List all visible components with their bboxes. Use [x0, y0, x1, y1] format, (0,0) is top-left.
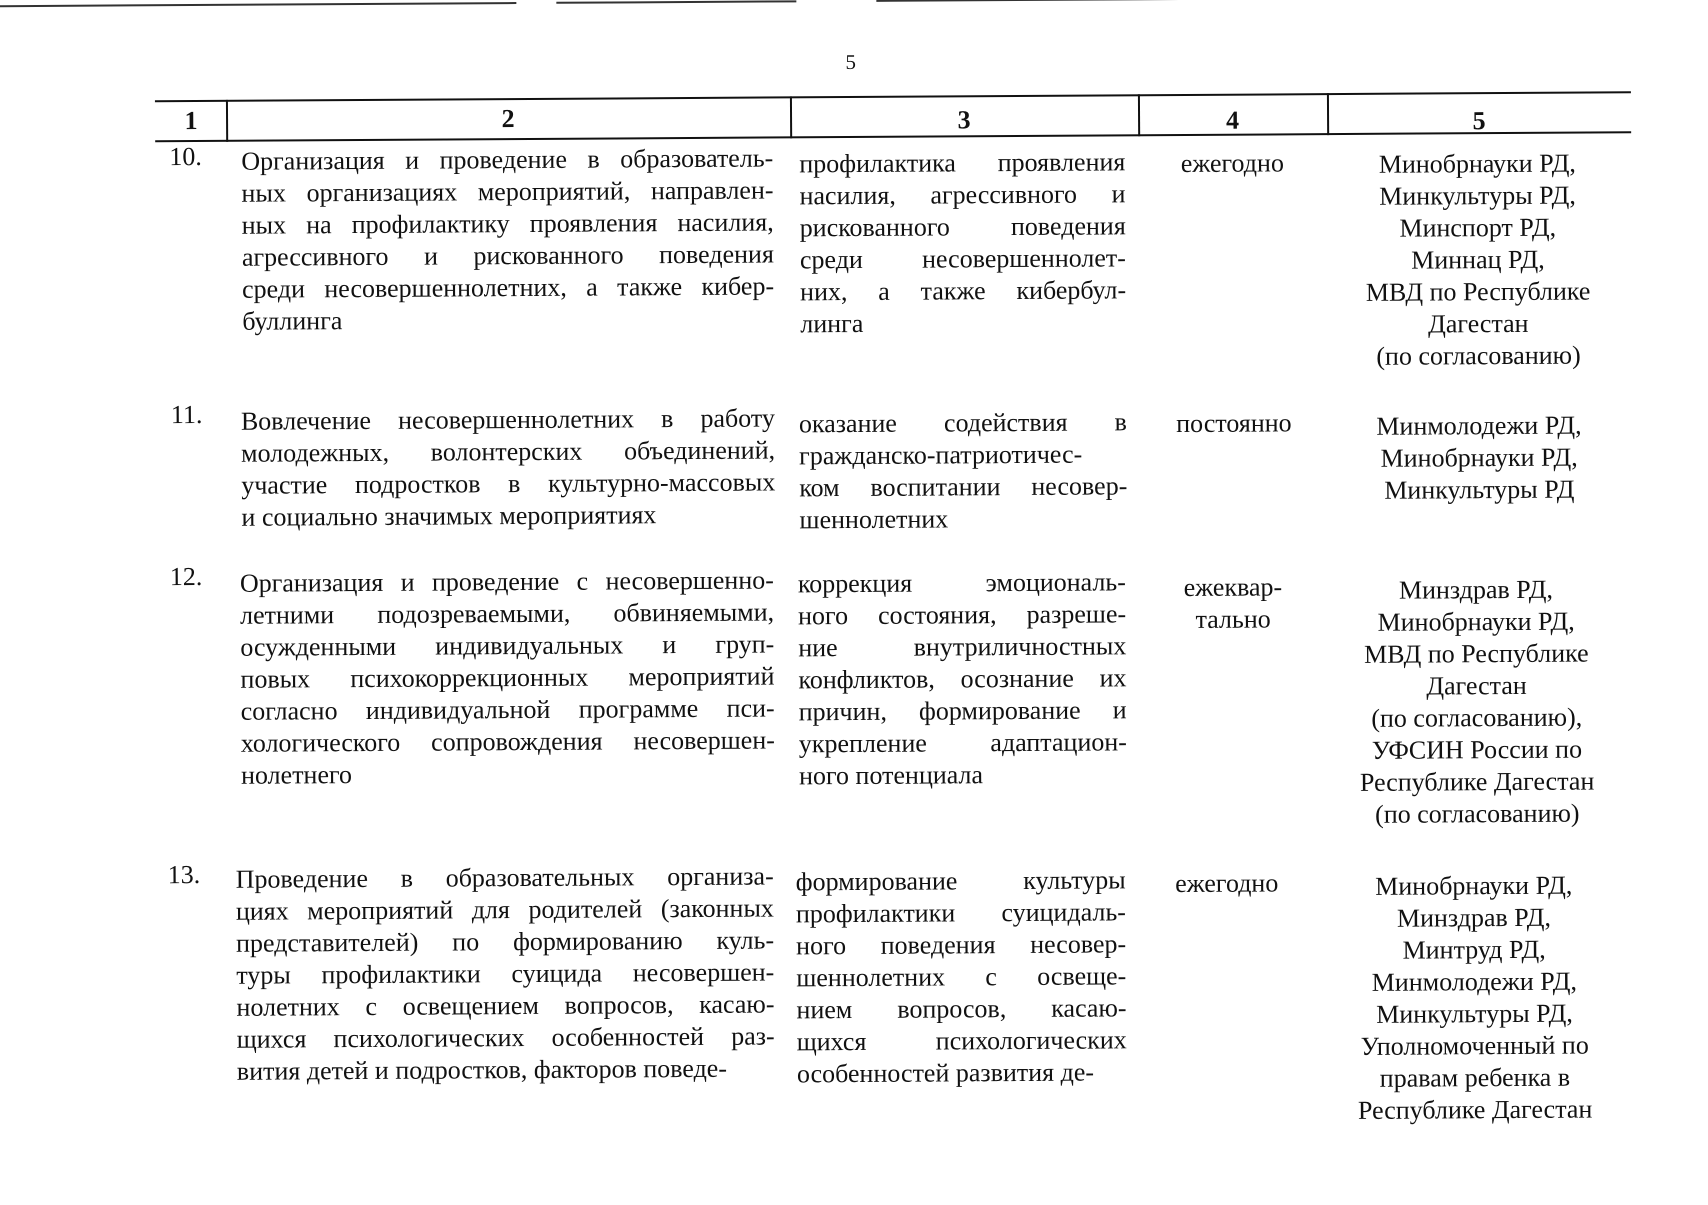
text-line: линга	[800, 308, 864, 339]
text-line: вития детей и подростков, факторов поведе-	[236, 1053, 728, 1086]
text-line: Дагестан	[1426, 670, 1527, 701]
text-line: МВД по Республике	[1363, 638, 1589, 669]
period-cell	[1142, 867, 1312, 900]
text-line: тально	[1195, 604, 1271, 634]
row-number: 12.	[169, 561, 203, 592]
text-line: циях мероприятий для родителей (законных	[235, 893, 774, 926]
column-header-4: 4	[1225, 105, 1240, 135]
text-line: ком воспитании несовер-	[799, 471, 1128, 503]
text-line: ных организациях мероприятий, направлен-	[241, 175, 774, 208]
row-number: 13.	[167, 859, 201, 890]
text-line: Минздрав РД,	[1398, 574, 1554, 605]
text-line: (по согласованию)	[1375, 798, 1580, 829]
scan-edge-mark	[0, 2, 516, 7]
text-line: рискованного поведения	[799, 211, 1126, 243]
text-line: профилактики суицидаль-	[795, 897, 1126, 929]
text-line: Минобрнауки РД,	[1377, 606, 1575, 637]
text-line: профилактика проявления	[799, 147, 1126, 179]
text-line: согласно индивидуальной программе пси-	[240, 693, 775, 726]
text-line: насилия, агрессивного и	[799, 179, 1126, 211]
text-line: (по согласованию),	[1371, 702, 1583, 733]
text-line: ного поведения несовер-	[796, 929, 1127, 961]
text-line: Минспорт РД,	[1399, 212, 1557, 243]
goal-cell	[799, 146, 1126, 340]
activity-cell	[241, 402, 776, 533]
responsible-cell	[1337, 147, 1618, 373]
text-line: ежегодно	[1180, 148, 1284, 178]
text-line: оказание содействия в	[798, 407, 1128, 439]
header-top-rule	[155, 91, 1631, 102]
text-line: шеннолетних с освеще-	[796, 961, 1127, 993]
activity-cell	[241, 142, 774, 337]
text-line: гражданско-патриотичес-	[799, 439, 1083, 471]
text-line: Минкультуры РД,	[1376, 998, 1573, 1029]
text-line: Проведение в образовательных организа-	[235, 861, 774, 894]
text-line: Миннац РД,	[1411, 244, 1545, 275]
period-cell	[1148, 571, 1318, 636]
text-line: Организация и проведение с несовершенно-	[239, 565, 774, 598]
text-line: УФСИН России по	[1371, 734, 1583, 765]
text-line: среди несовершеннолет-	[799, 243, 1127, 275]
text-line: ных на профилактику проявления насилия,	[241, 207, 774, 240]
goal-cell	[798, 566, 1127, 792]
text-line: Республике Дагестан	[1359, 766, 1595, 797]
text-line: молодежных, волонтерских объединений,	[241, 435, 776, 468]
text-line: осужденными индивидуальных и груп-	[240, 629, 775, 662]
text-line: Минобрнауки РД,	[1375, 870, 1573, 901]
activity-cell	[240, 564, 775, 791]
goal-cell	[796, 864, 1127, 1090]
text-line: и социально значимых мероприятиях	[241, 500, 657, 532]
text-line: щихся психологических особенностей раз-	[236, 1021, 775, 1054]
text-line: правам ребенка в	[1379, 1062, 1571, 1093]
text-line: МВД по Республике	[1365, 276, 1591, 307]
text-line: ежеквар-	[1183, 572, 1283, 602]
responsible-cell	[1332, 869, 1618, 1127]
column-header-5: 5	[1472, 106, 1486, 136]
activity-cell	[236, 860, 775, 1087]
row-number: 10.	[169, 141, 202, 172]
text-line: буллинга	[242, 306, 343, 336]
text-line: формирование культуры	[795, 865, 1126, 897]
text-line: них, а также кибербул-	[800, 275, 1127, 307]
text-line: Организация и проведение в образователь-	[241, 143, 774, 176]
text-line: Минмолодежи РД,	[1371, 966, 1578, 997]
text-line: нолетнего	[240, 760, 353, 790]
scan-edge-mark	[876, 0, 1296, 2]
column-header-1: 1	[184, 106, 198, 136]
text-line: туры профилактики суицида несовершен-	[236, 957, 775, 990]
text-line: представителей) по формированию куль-	[235, 925, 775, 958]
scan-edge-mark	[556, 0, 796, 3]
text-line: шеннолетних	[799, 504, 949, 535]
period-cell	[1147, 147, 1317, 180]
period-cell	[1149, 407, 1319, 440]
text-line: летними подозреваемыми, обвиняемыми,	[239, 597, 775, 630]
text-line: конфликтов, осознание их	[798, 663, 1127, 695]
text-line: нием вопросов, касаю-	[796, 993, 1127, 1025]
text-line: особенностей развития де-	[796, 1057, 1095, 1089]
text-line: Минтруд РД,	[1402, 934, 1546, 965]
row-number: 11.	[170, 399, 203, 430]
responsible-cell	[1339, 409, 1620, 507]
text-line: Республике Дагестан	[1357, 1094, 1593, 1125]
text-line: Дагестан	[1428, 308, 1529, 339]
text-line: ние внутриличностных	[798, 631, 1127, 663]
text-line: (по согласованию)	[1376, 340, 1581, 371]
goal-cell	[799, 406, 1128, 536]
text-line: Минобрнауки РД,	[1378, 148, 1576, 179]
text-line: Минздрав РД,	[1396, 902, 1552, 933]
column-header-3: 3	[957, 105, 971, 135]
text-line: щихся психологических	[796, 1025, 1127, 1057]
text-line: Минмолодежи РД,	[1376, 410, 1582, 441]
text-line: среди несовершеннолетних, а также кибер-	[242, 271, 775, 304]
text-line: Минкультуры РД,	[1379, 180, 1576, 211]
text-line: постоянно	[1176, 408, 1292, 439]
text-line: ежегодно	[1175, 868, 1279, 899]
text-line: нолетних с освещением вопросов, касаю-	[236, 989, 775, 1022]
text-line: Вовлечение несовершеннолетних в работу	[240, 403, 775, 436]
text-line: коррекция эмоциональ-	[797, 567, 1126, 599]
text-line: Минобрнауки РД,	[1380, 442, 1578, 473]
text-line: Уполномоченный по	[1360, 1030, 1589, 1061]
responsible-cell	[1334, 573, 1620, 831]
text-line: повых психокоррекционных мероприятий	[240, 661, 775, 694]
text-line: Минкультуры РД	[1384, 474, 1575, 505]
text-line: укрепление адаптацион-	[798, 727, 1127, 759]
text-line: агрессивного и рискованного поведения	[241, 239, 774, 272]
text-line: ного состояния, разреше-	[798, 599, 1127, 631]
text-line: ного потенциала	[798, 760, 984, 791]
page-number: 5	[845, 49, 857, 75]
text-line: причин, формирование и	[798, 695, 1127, 727]
text-line: хологического сопровождения несовершен-	[240, 725, 775, 758]
column-header-2: 2	[501, 104, 515, 134]
text-line: участие подростков в культурно-массовых	[241, 467, 776, 500]
